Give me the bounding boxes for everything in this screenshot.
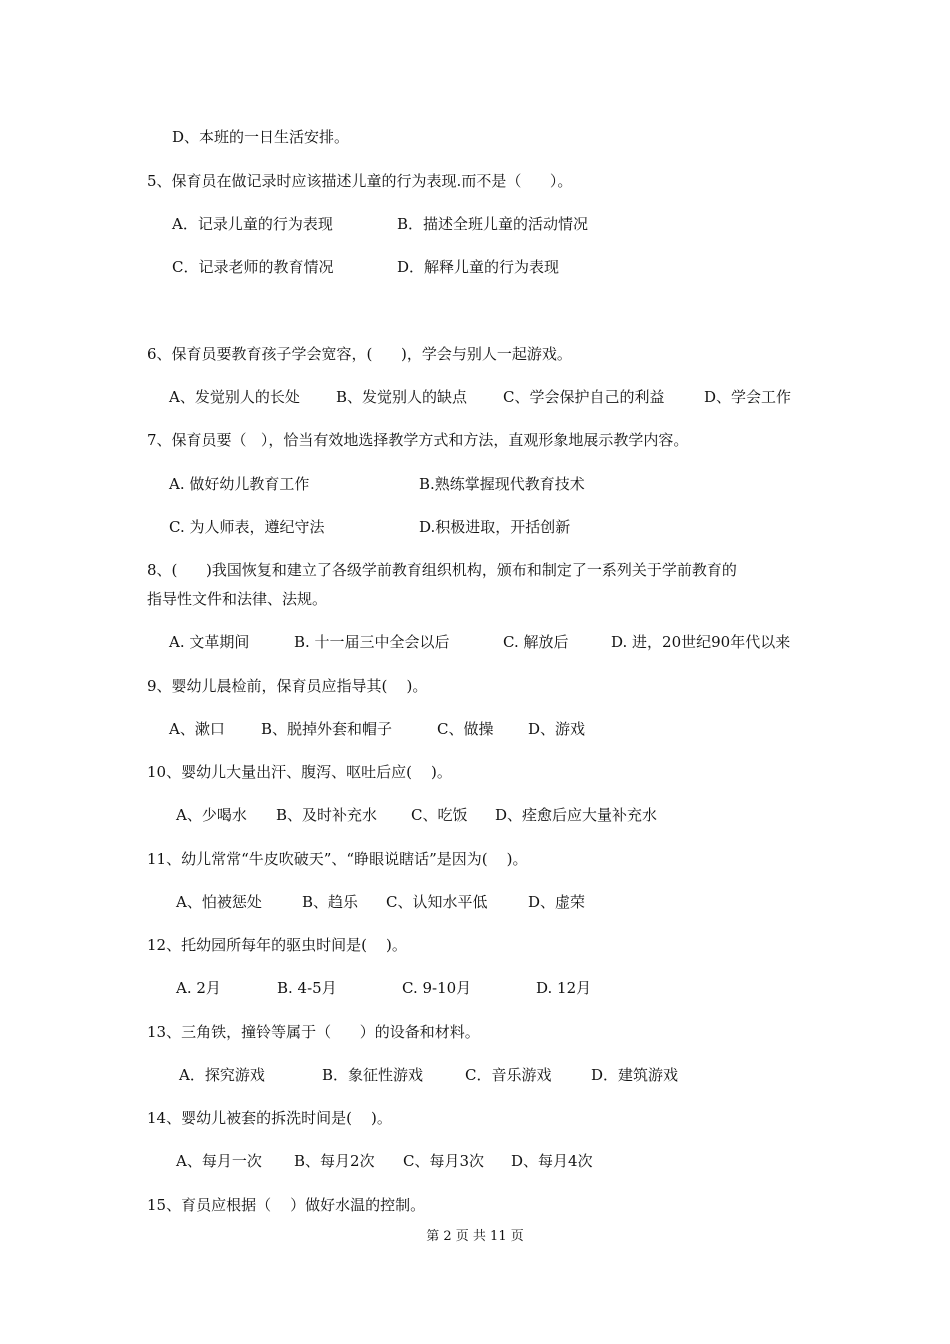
q13-option-c: C．音乐游戏 bbox=[465, 1066, 552, 1084]
q14-option-b: B、每月2次 bbox=[294, 1152, 375, 1170]
question-11: 11、幼儿常常“牛皮吹破天”、“睁眼说瞎话”是因为( )。 bbox=[147, 850, 528, 868]
question-8-line-2: 指导性文件和法律、法规。 bbox=[147, 590, 328, 608]
q13-option-a: A．探究游戏 bbox=[179, 1066, 265, 1084]
q9-option-c: C、做操 bbox=[437, 720, 494, 738]
q8-option-a: A. 文革期间 bbox=[169, 633, 250, 651]
q11-option-b: B、趋乐 bbox=[302, 893, 359, 911]
q5-option-b: B．描述全班儿童的活动情况 bbox=[397, 215, 589, 233]
q8-option-b: B. 十一届三中全会以后 bbox=[294, 633, 450, 651]
q10-option-d: D、痊愈后应大量补充水 bbox=[495, 806, 658, 824]
q6-option-c: C、学会保护自己的利益 bbox=[503, 388, 665, 406]
question-12: 12、托幼园所每年的驱虫时间是( )。 bbox=[147, 936, 407, 954]
q14-option-d: D、每月4次 bbox=[511, 1152, 593, 1170]
q5-option-a: A．记录儿童的行为表现 bbox=[172, 215, 333, 233]
q12-option-c: C. 9-10月 bbox=[402, 979, 472, 997]
q13-option-d: D．建筑游戏 bbox=[591, 1066, 679, 1084]
q10-option-a: A、少喝水 bbox=[176, 806, 247, 824]
q11-option-d: D、虚荣 bbox=[528, 893, 586, 911]
q9-option-a: A、漱口 bbox=[169, 720, 225, 738]
q6-option-d: D、学会工作 bbox=[704, 388, 792, 406]
question-8-line-1: 8、( )我国恢复和建立了各级学前教育组织机构，颁布和制定了一系列关于学前教育的 bbox=[147, 561, 737, 579]
q8-option-d: D. 进，20世纪90年代以来 bbox=[611, 633, 791, 651]
question-13: 13、三角铁，撞铃等属于（ ）的设备和材料。 bbox=[147, 1023, 480, 1041]
q6-option-a: A、发觉别人的长处 bbox=[169, 388, 300, 406]
q11-option-c: C、认知水平低 bbox=[386, 893, 488, 911]
question-15: 15、育员应根据（ ）做好水温的控制。 bbox=[147, 1196, 426, 1214]
q13-option-b: B．象征性游戏 bbox=[322, 1066, 424, 1084]
question-14: 14、婴幼儿被套的拆洗时间是( )。 bbox=[147, 1109, 392, 1127]
question-6: 6、保育员要教育孩子学会宽容，( )，学会与别人一起游戏。 bbox=[147, 345, 572, 363]
q7-option-d: D.积极进取，开括创新 bbox=[419, 518, 571, 536]
q5-option-c: C．记录老师的教育情况 bbox=[172, 258, 334, 276]
q5-option-d: D．解释儿童的行为表现 bbox=[397, 258, 560, 276]
question-7: 7、保育员要（ ），恰当有效地选择教学方式和方法，直观形象地展示教学内容。 bbox=[147, 431, 689, 449]
q8-option-c: C. 解放后 bbox=[503, 633, 569, 651]
q6-option-b: B、发觉别人的缺点 bbox=[336, 388, 468, 406]
q4-option-d: D、本班的一日生活安排。 bbox=[172, 128, 350, 146]
q11-option-a: A、怕被惩处 bbox=[176, 893, 262, 911]
q12-option-b: B. 4-5月 bbox=[277, 979, 337, 997]
question-5: 5、保育员在做记录时应该描述儿童的行为表现.而不是（ ）。 bbox=[147, 172, 573, 190]
q10-option-b: B、及时补充水 bbox=[276, 806, 378, 824]
q7-option-b: B.熟练掌握现代教育技术 bbox=[419, 475, 585, 493]
q9-option-d: D、游戏 bbox=[528, 720, 586, 738]
question-10: 10、婴幼儿大量出汗、腹泻、呕吐后应( )。 bbox=[147, 763, 452, 781]
q12-option-a: A. 2月 bbox=[176, 979, 221, 997]
question-9: 9、婴幼儿晨检前，保育员应指导其( )。 bbox=[147, 677, 428, 695]
q10-option-c: C、吃饭 bbox=[411, 806, 468, 824]
q9-option-b: B、脱掉外套和帽子 bbox=[261, 720, 393, 738]
q7-option-c: C. 为人师表，遵纪守法 bbox=[169, 518, 325, 536]
q12-option-d: D. 12月 bbox=[536, 979, 592, 997]
page-footer: 第 2 页 共 11 页 bbox=[426, 1229, 524, 1244]
q14-option-a: A、每月一次 bbox=[176, 1152, 262, 1170]
q7-option-a: A. 做好幼儿教育工作 bbox=[169, 475, 310, 493]
q14-option-c: C、每月3次 bbox=[403, 1152, 485, 1170]
